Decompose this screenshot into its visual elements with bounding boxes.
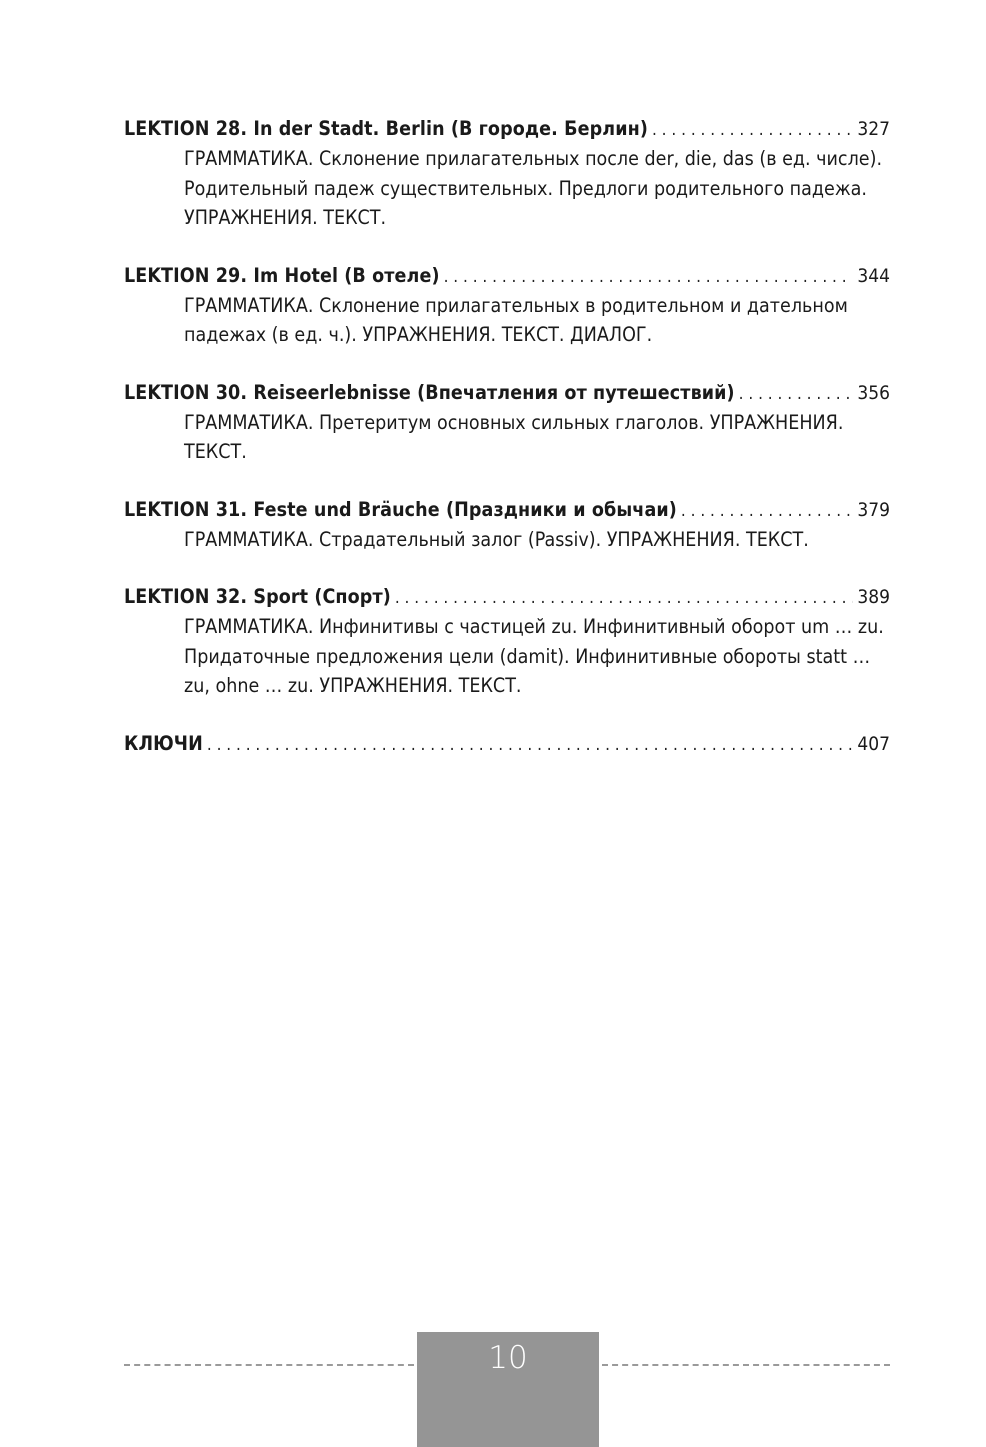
toc-page-number[interactable]: 327 bbox=[857, 118, 890, 140]
dot-leader bbox=[652, 115, 853, 145]
toc-entry-heading bbox=[124, 114, 890, 144]
toc-page-number[interactable]: 356 bbox=[857, 381, 890, 404]
toc-entry-heading bbox=[124, 261, 890, 291]
toc-entry-heading bbox=[124, 378, 890, 408]
toc-entry-title[interactable]: КЛЮЧИ bbox=[124, 731, 203, 755]
toc-entry-title[interactable]: LEKTION 28. In der Stadt. Berlin (В городе. Берлин) bbox=[124, 117, 648, 140]
toc-entry-lektion-31[interactable] bbox=[124, 495, 890, 555]
dot-leader bbox=[681, 496, 853, 526]
footer-dashed-line-right bbox=[602, 1364, 890, 1366]
toc-entry-description: ГРАММАТИКА. Инфинитивы с частицей zu. Инфинитивный оборот um … zu. Придаточные предложения цели (damit). Инфинитивные обороты statt … zu, ohne … zu. УПРАЖНЕНИЯ. ТЕКСТ. bbox=[184, 615, 884, 697]
dot-leader bbox=[395, 583, 854, 613]
dot-leader bbox=[739, 379, 854, 409]
toc-entry-keys[interactable] bbox=[124, 729, 890, 759]
toc-page-number[interactable]: 407 bbox=[857, 732, 890, 755]
toc-entry-heading bbox=[124, 729, 890, 759]
toc-entry-lektion-29[interactable] bbox=[124, 261, 890, 350]
toc-entry-heading bbox=[124, 582, 890, 612]
toc-entry-title[interactable]: LEKTION 29. Im Hotel (В отеле) bbox=[124, 263, 440, 287]
toc-page-number[interactable]: 379 bbox=[857, 498, 890, 521]
page-number-tab bbox=[417, 1332, 599, 1447]
dot-leader bbox=[207, 730, 854, 760]
toc-entry-lektion-28[interactable] bbox=[124, 114, 890, 233]
toc-entry-description: ГРАММАТИКА. Склонение прилагательных в родительном и дательном падежах (в ед. ч.). УПРАЖНЕНИЯ. ТЕКСТ. ДИАЛОГ. bbox=[184, 293, 848, 346]
toc-entry-description: ГРАММАТИКА. Претеритум основных сильных глаголов. УПРАЖНЕНИЯ. ТЕКСТ. bbox=[184, 410, 844, 463]
footer-dashed-line-left bbox=[124, 1364, 414, 1366]
dot-leader bbox=[444, 262, 854, 292]
toc-entry-title[interactable]: LEKTION 30. Reiseerlebnisse (Впечатления от путешествий) bbox=[124, 380, 735, 404]
toc-entry-lektion-32[interactable] bbox=[124, 582, 890, 701]
toc-entry-description: ГРАММАТИКА. Склонение прилагательных после der, die, das (в ед. числе). Родительный падеж существительных. Предлоги родительного падежа. УПРАЖНЕНИЯ. ТЕКСТ. bbox=[184, 147, 883, 229]
page-number: 10 bbox=[488, 1340, 528, 1376]
toc-entry-description: ГРАММАТИКА. Страдательный залог (Passiv). УПРАЖНЕНИЯ. ТЕКСТ. bbox=[184, 527, 809, 551]
toc-entry-heading bbox=[124, 495, 890, 525]
toc-entry-lektion-30[interactable] bbox=[124, 378, 890, 467]
table-of-contents bbox=[124, 114, 890, 787]
toc-page-number[interactable]: 344 bbox=[857, 264, 890, 287]
toc-page-number[interactable]: 389 bbox=[857, 586, 890, 608]
toc-entry-title[interactable]: LEKTION 32. Sport (Спорт) bbox=[124, 585, 391, 608]
toc-entry-title[interactable]: LEKTION 31. Feste und Bräuche (Праздники и обычаи) bbox=[124, 497, 677, 521]
